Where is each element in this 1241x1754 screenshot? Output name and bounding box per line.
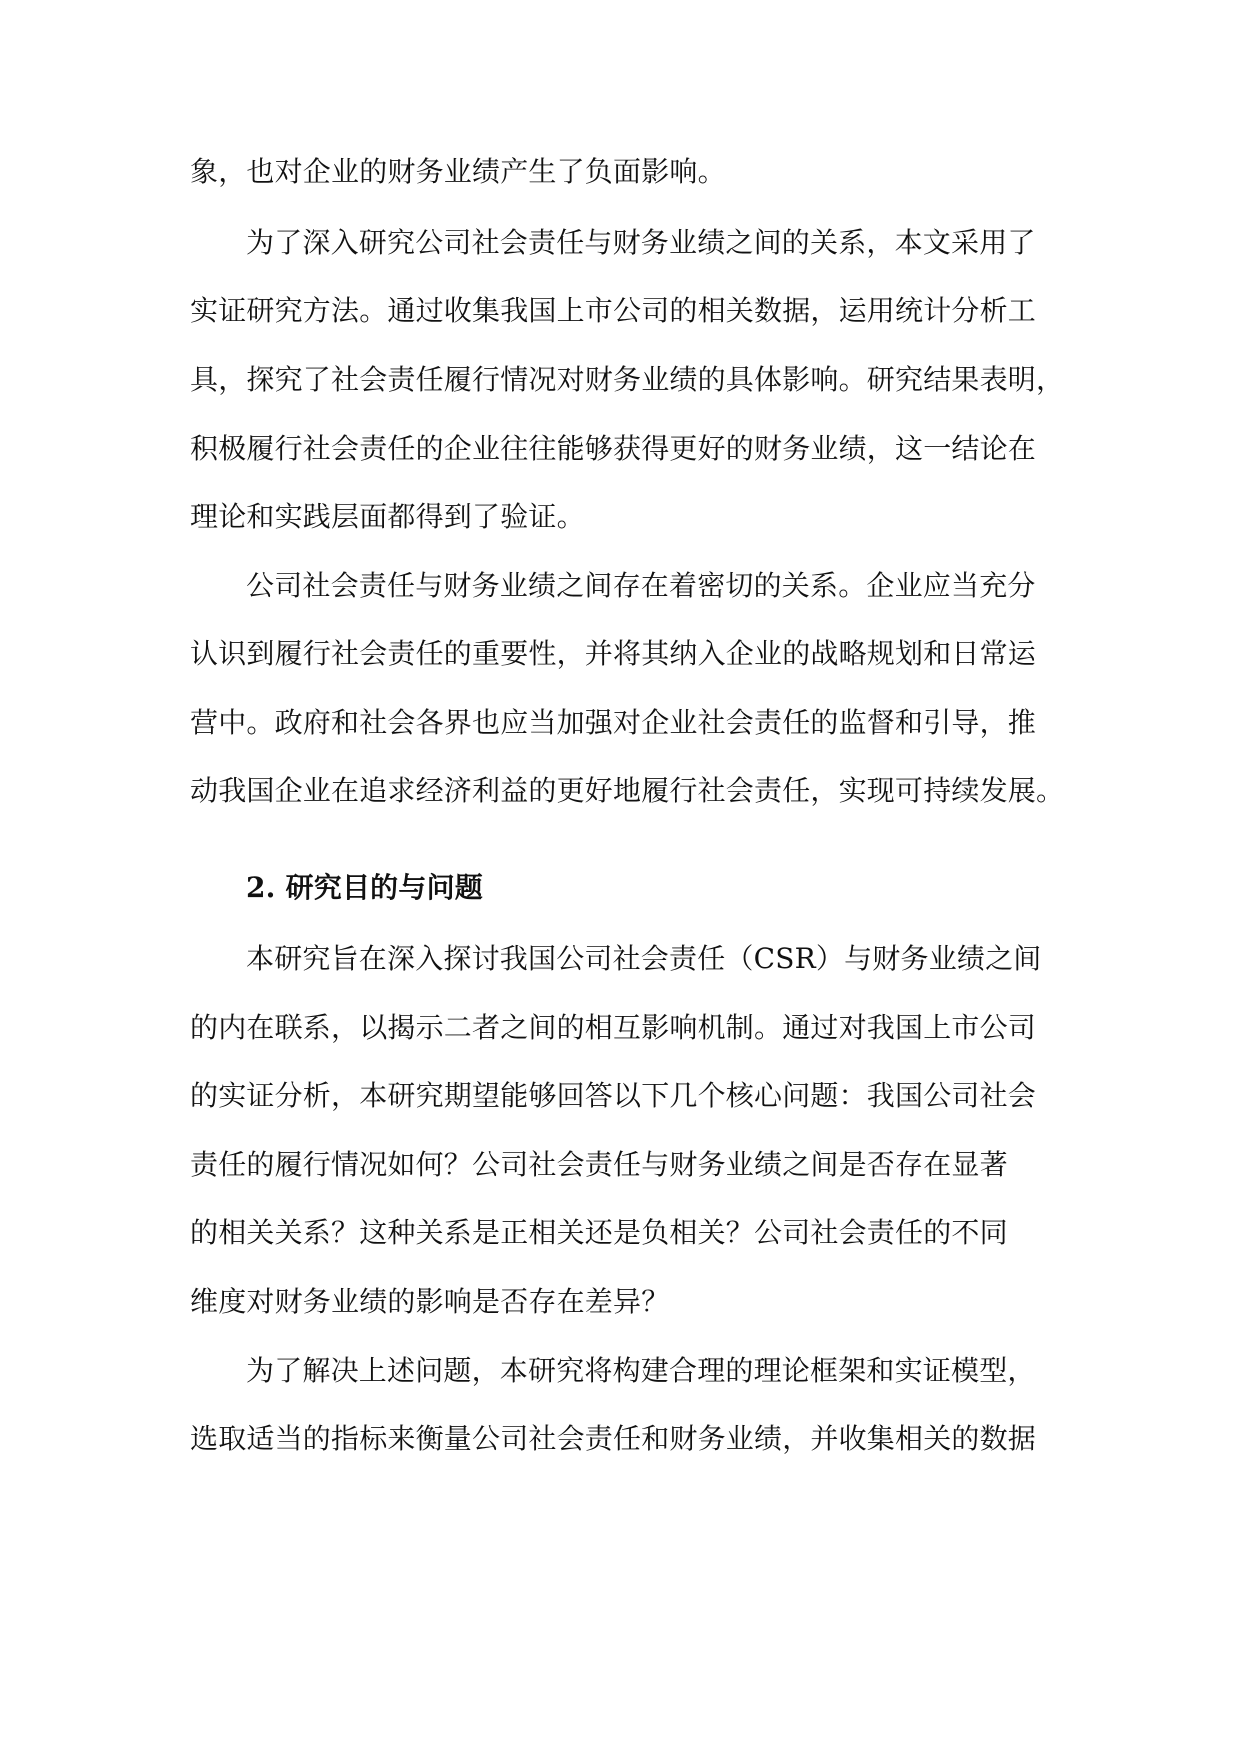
paragraph-line: 象，也对企业的财务业绩产生了负面影响。 [190,155,726,188]
paragraph-line: 为了解决上述问题，本研究将构建合理的理论框架和实证模型， [246,1354,1036,1387]
paragraph-line: 的实证分析，本研究期望能够回答以下几个核心问题：我国公司社会 [190,1079,1037,1112]
paragraph-line: 的内在联系，以揭示二者之间的相互影响机制。通过对我国上市公司 [190,1011,1037,1044]
paragraph-line: 责任的履行情况如何？公司社会责任与财务业绩之间是否存在显著 [190,1148,1008,1181]
paragraph-line: 具，探究了社会责任履行情况对财务业绩的具体影响。研究结果表明， [190,363,1065,396]
paragraph-line: 营中。政府和社会各界也应当加强对企业社会责任的监督和引导，推 [190,706,1037,739]
paragraph-line: 公司社会责任与财务业绩之间存在着密切的关系。企业应当充分 [246,569,1036,602]
paragraph-line: 的相关关系？这种关系是正相关还是负相关？公司社会责任的不同 [190,1216,1008,1249]
paragraph-line: 理论和实践层面都得到了验证。 [190,500,585,533]
paragraph-line: 维度对财务业绩的影响是否存在差异？ [190,1285,670,1318]
paragraph-line: 选取适当的指标来衡量公司社会责任和财务业绩，并收集相关的数据 [190,1422,1037,1455]
paragraph-line: 认识到履行社会责任的重要性，并将其纳入企业的战略规划和日常运 [190,637,1037,670]
paragraph-line: 为了深入研究公司社会责任与财务业绩之间的关系，本文采用了 [246,226,1036,259]
paragraph-line: 积极履行社会责任的企业往往能够获得更好的财务业绩，这一结论在 [190,432,1037,465]
paragraph-line: 动我国企业在追求经济利益的更好地履行社会责任，实现可持续发展。 [190,774,1065,807]
paragraph-line: 实证研究方法。通过收集我国上市公司的相关数据，运用统计分析工 [190,294,1037,327]
section-heading: 2. 研究目的与问题 [246,871,483,904]
paragraph-line: 本研究旨在深入探讨我国公司社会责任（CSR）与财务业绩之间 [246,942,1042,975]
